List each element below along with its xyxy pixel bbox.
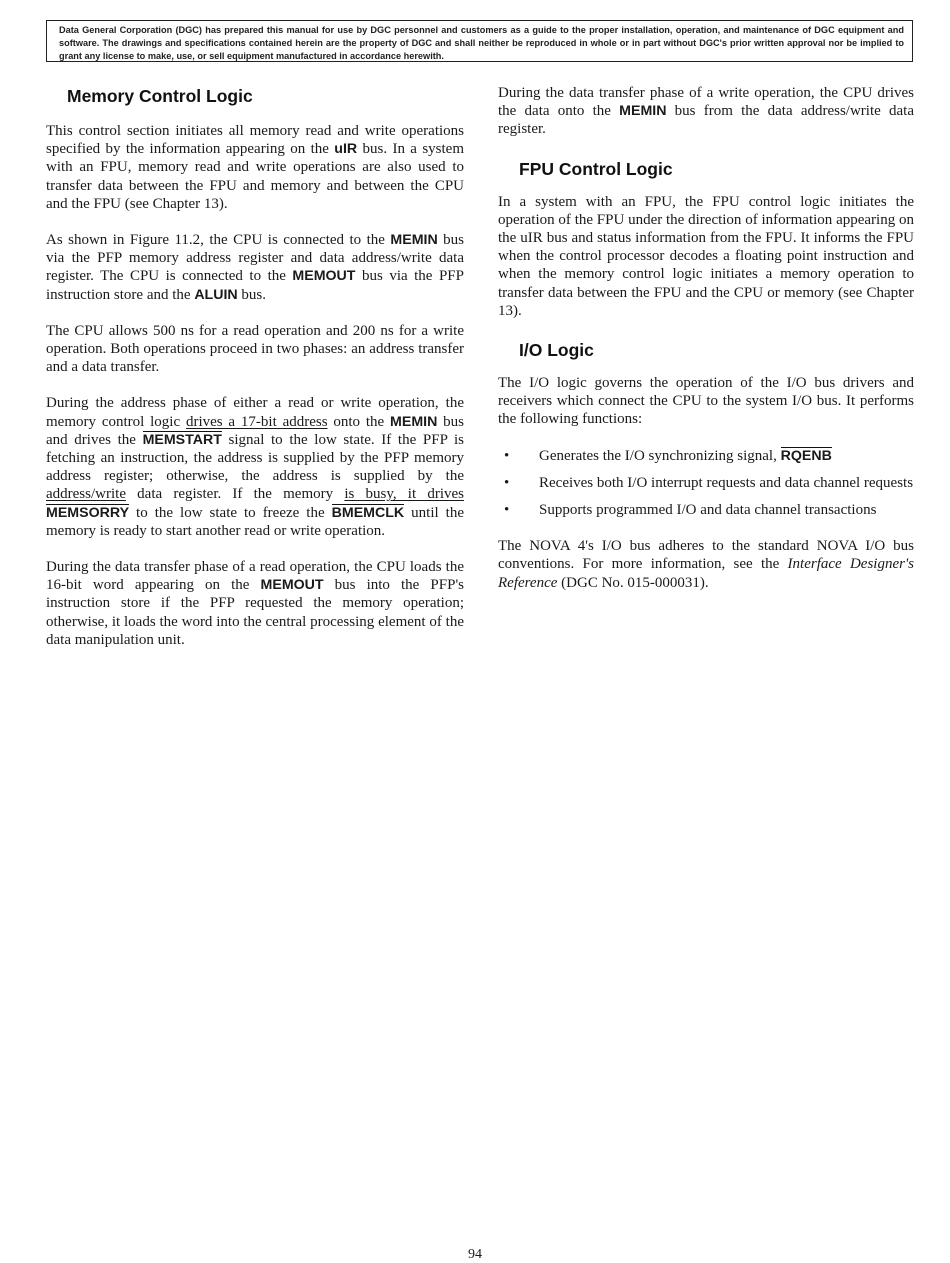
- section-heading-fpu-control-logic: FPU Control Logic: [519, 158, 673, 179]
- page-number: 94: [468, 1247, 482, 1262]
- paragraph-memory-intro: [46, 122, 464, 213]
- text-run: bus via the PFP memory address register and data address/write data register. The CPU is connected to the: [46, 232, 464, 285]
- text-run: data register. If the memory: [125, 486, 345, 503]
- signal-uir: uIR: [334, 141, 358, 158]
- paragraph-read-data-phase: [46, 558, 464, 649]
- text-run: As shown in Figure 11.2, the CPU is connected to the: [46, 232, 391, 249]
- signal-memsorry: MEMSORRY: [46, 504, 130, 521]
- signal-rqenb: RQENB: [780, 447, 832, 464]
- paragraph-nova-io-bus: [498, 537, 914, 592]
- signal-bmemclk: BMEMCLK: [331, 504, 405, 521]
- paragraph-cpu-connection: [46, 231, 464, 304]
- text-run: This control section initiates all memory read and write operations specified by the information appearing on the: [46, 123, 464, 158]
- paragraph-io-logic: The I/O logic governs the operation of the I/O bus drivers and receivers which connect the CPU to the system I/O bus. It performs the following functions:: [498, 375, 914, 428]
- signal-memin: MEMIN: [390, 413, 438, 430]
- text-run: bus via the PFP instruction store and the: [46, 268, 464, 303]
- reference-title: Interface Designer's Reference: [498, 556, 914, 591]
- copyright-notice-box: [46, 20, 913, 62]
- underlined-text: drives a 17-bit address: [185, 413, 328, 430]
- signal-memin: MEMIN: [390, 232, 438, 249]
- paragraph-write-data-phase: [498, 84, 914, 139]
- text-run: bus.: [237, 286, 267, 303]
- signal-memin: MEMIN: [619, 103, 667, 120]
- signal-aluin: ALUIN: [194, 286, 238, 303]
- copyright-notice-text: Data General Corporation (DGC) has prepared this manual for use by DGC personnel and customers as a guide to the proper installation, operation, and maintenance of DGC equipment and software. The drawings and specifications contained herein are the property of DGC and shall neither be reproduced in whole or in part without DGC's prior written approval nor be implied to grant any license to make, use, or sell equipment manufactured in accordance herewith.: [59, 25, 904, 61]
- text-run: signal to the low state. If the PFP is fetching an instruction, the address is supplied by the PFP memory address register; otherwise, the address is supplied by the: [46, 431, 464, 485]
- text-run: Generates the I/O synchronizing signal,: [539, 447, 781, 464]
- text-run: During the data transfer phase of a write operation, the CPU drives the data onto the: [498, 85, 914, 120]
- underlined-text: address/write: [46, 486, 126, 503]
- signal-memstart: MEMSTART: [142, 431, 222, 448]
- text-run: bus into the PFP's instruction store if the PFP requested the memory operation; otherwise, it loads the word into the central processing element of the data manipulation unit.: [46, 577, 464, 648]
- text-run: During the data transfer phase of a read operation, the CPU loads the 16-bit word appearing on the: [46, 559, 464, 594]
- list-item: [498, 447, 914, 465]
- text-run: onto the: [327, 413, 391, 430]
- section-heading-memory-control-logic: Memory Control Logic: [67, 86, 253, 106]
- right-column: [498, 84, 914, 610]
- text-run: (DGC No. 015-000031).: [557, 574, 709, 591]
- section-heading-io-logic: I/O Logic: [519, 340, 594, 361]
- list-item: • Supports programmed I/O and data channel transactions: [498, 501, 914, 519]
- text-run: to the low state to freeze the: [129, 504, 332, 521]
- text-run: bus. In a system with an FPU, memory read and write operations are also used to transfer data between the FPU and memory and between the CPU and the FPU (see Chapter 13).: [46, 141, 464, 212]
- paragraph-fpu-control: In a system with an FPU, the FPU control logic initiates the operation of the FPU under the direction of information appearing on the uIR bus and status information from the FPU. It informs the FPU when the control processor decodes a floating point instruction and when the memory control logic initiates a memory operation to transfer data between the FPU and the CPU or memory (see Chapter 13).: [498, 193, 914, 319]
- paragraph-address-phase: [46, 394, 464, 540]
- text-run: until the memory is ready to start another read or write operation.: [46, 504, 464, 539]
- left-column: [46, 84, 464, 667]
- underlined-text: is busy, it drives: [344, 486, 464, 503]
- text-run: During the address phase of either a read or write operation, the memory control logic: [46, 395, 464, 430]
- io-functions-list: [498, 447, 914, 520]
- list-item: • Receives both I/O interrupt requests and data channel requests: [498, 474, 914, 492]
- text-run: bus from the data address/write data register.: [498, 103, 914, 138]
- text-run: The NOVA 4's I/O bus adheres to the standard NOVA I/O bus conventions. For more information, see the: [498, 538, 914, 573]
- signal-memout: MEMOUT: [292, 268, 356, 285]
- text-run: bus and drives the: [46, 413, 464, 448]
- signal-memout: MEMOUT: [260, 577, 324, 594]
- paragraph-read-write-timing: The CPU allows 500 ns for a read operation and 200 ns for a write operation. Both operations proceed in two phases: an address transfer and a data transfer.: [46, 322, 464, 376]
